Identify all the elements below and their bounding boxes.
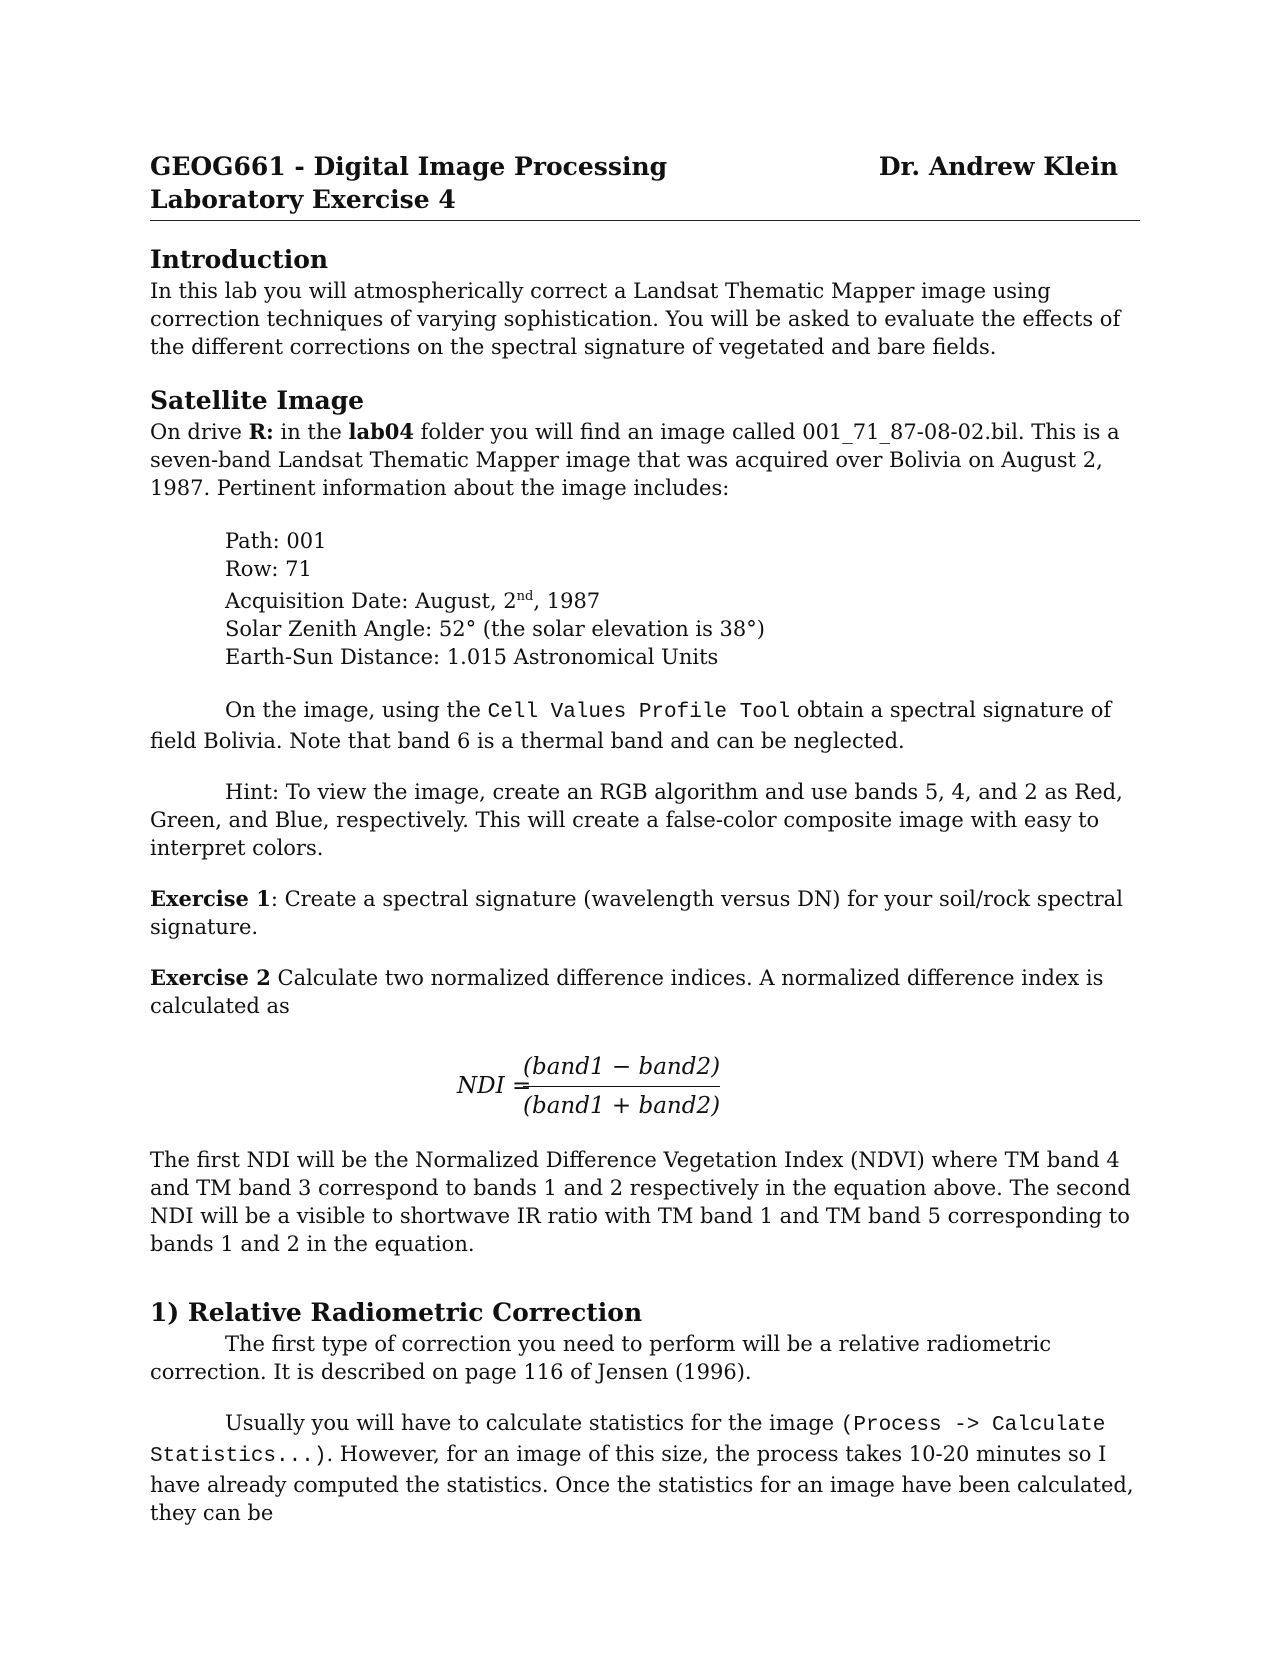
author-name: Dr. Andrew Klein — [878, 152, 1118, 181]
menu-path: (Process -> Calculate Statistics...) — [150, 1414, 1106, 1468]
hint-paragraph: Hint: To view the image, create an RGB algorithm and use bands 5, 4, and 2 as Red, Green, and Blue, respectively. This will create a false-color composite image with easy to interpret colors. — [150, 780, 1123, 860]
exercise-1-label: Exercise 1 — [150, 886, 271, 911]
exercise-2: Exercise 2 Calculate two normalized difference indices. A normalized difference index is calculated as — [150, 965, 1104, 1018]
section-1-paragraph-1: The first type of correction you need to perform will be a relative radiometric correction. It is described on page 116 of Jensen (1996). — [150, 1332, 1052, 1384]
info-path: Path: 001 — [225, 529, 327, 553]
equation-fraction — [523, 1050, 720, 1123]
ndi-explanation: The first NDI will be the Normalized Difference Vegetation Index (NDVI) where TM band 4 and TM band 3 correspond to bands 1 and 2 respectively in the equation above. The second NDI will be a visible to shortwave IR ratio with TM band 1 and TM band 5 corresponding to bands 1 and 2 in the equation. — [150, 1148, 1131, 1256]
satellite-heading: Satellite Image — [150, 386, 365, 415]
exercise-1: Exercise 1: Create a spectral signature (wavelength versus DN) for your soil/rock spectral signature. — [150, 886, 1123, 939]
equation-lhs: NDI = — [457, 1073, 532, 1099]
cell-values-paragraph: On the image, using the Cell Values Profile Tool obtain a spectral signature of field Bolivia. Note that band 6 is a thermal band and can be neglected. — [150, 698, 1112, 753]
info-zenith: Solar Zenith Angle: 52° (the solar elevation is 38°) — [225, 617, 765, 641]
info-date: Acquisition Date: August, 2nd, 1987 — [225, 589, 601, 613]
equation-denominator: (band1 + band2) — [523, 1093, 721, 1119]
fraction-bar — [523, 1086, 720, 1087]
folder-name: lab04 — [348, 419, 414, 444]
course-title: GEOG661 - Digital Image Processing — [150, 152, 668, 181]
drive-letter: R: — [248, 419, 274, 444]
exercise-2-label: Exercise 2 — [150, 965, 271, 990]
section-1-paragraph-2: Usually you will have to calculate statistics for the image (Process -> Calculate Statistics...). However, for an image of this size, the process takes 10-20 minutes so I have already computed the statistics. Once the statistics for an image have been calculated, they can be — [150, 1411, 1134, 1525]
image-info-list — [225, 527, 1140, 671]
intro-paragraph: In this lab you will atmospherically correct a Landsat Thematic Mapper image using correction techniques of varying sophistication. You will be asked to evaluate the effects of the different corrections on the spectral signature of vegetated and bare fields. — [150, 279, 1121, 359]
satellite-paragraph: On drive R: in the lab04 folder you will find an image called 001_71_87-08-02.bil. This is a seven-band Landsat Thematic Mapper image that was acquired over Bolivia on August 2, 1987. Pertinent information about the image includes: — [150, 419, 1120, 500]
document-header — [150, 150, 1140, 221]
document-page — [150, 150, 1140, 1527]
lab-title: Laboratory Exercise 4 — [150, 185, 456, 214]
intro-heading: Introduction — [150, 245, 329, 274]
info-row: Row: 71 — [225, 557, 312, 581]
info-distance: Earth-Sun Distance: 1.015 Astronomical Units — [225, 645, 719, 669]
cell-values-tool-name: Cell Values Profile Tool — [487, 701, 791, 724]
ndi-equation — [150, 1050, 1140, 1130]
equation-numerator: (band1 − band2) — [523, 1054, 721, 1080]
section-1-heading: 1) Relative Radiometric Correction — [150, 1298, 643, 1327]
